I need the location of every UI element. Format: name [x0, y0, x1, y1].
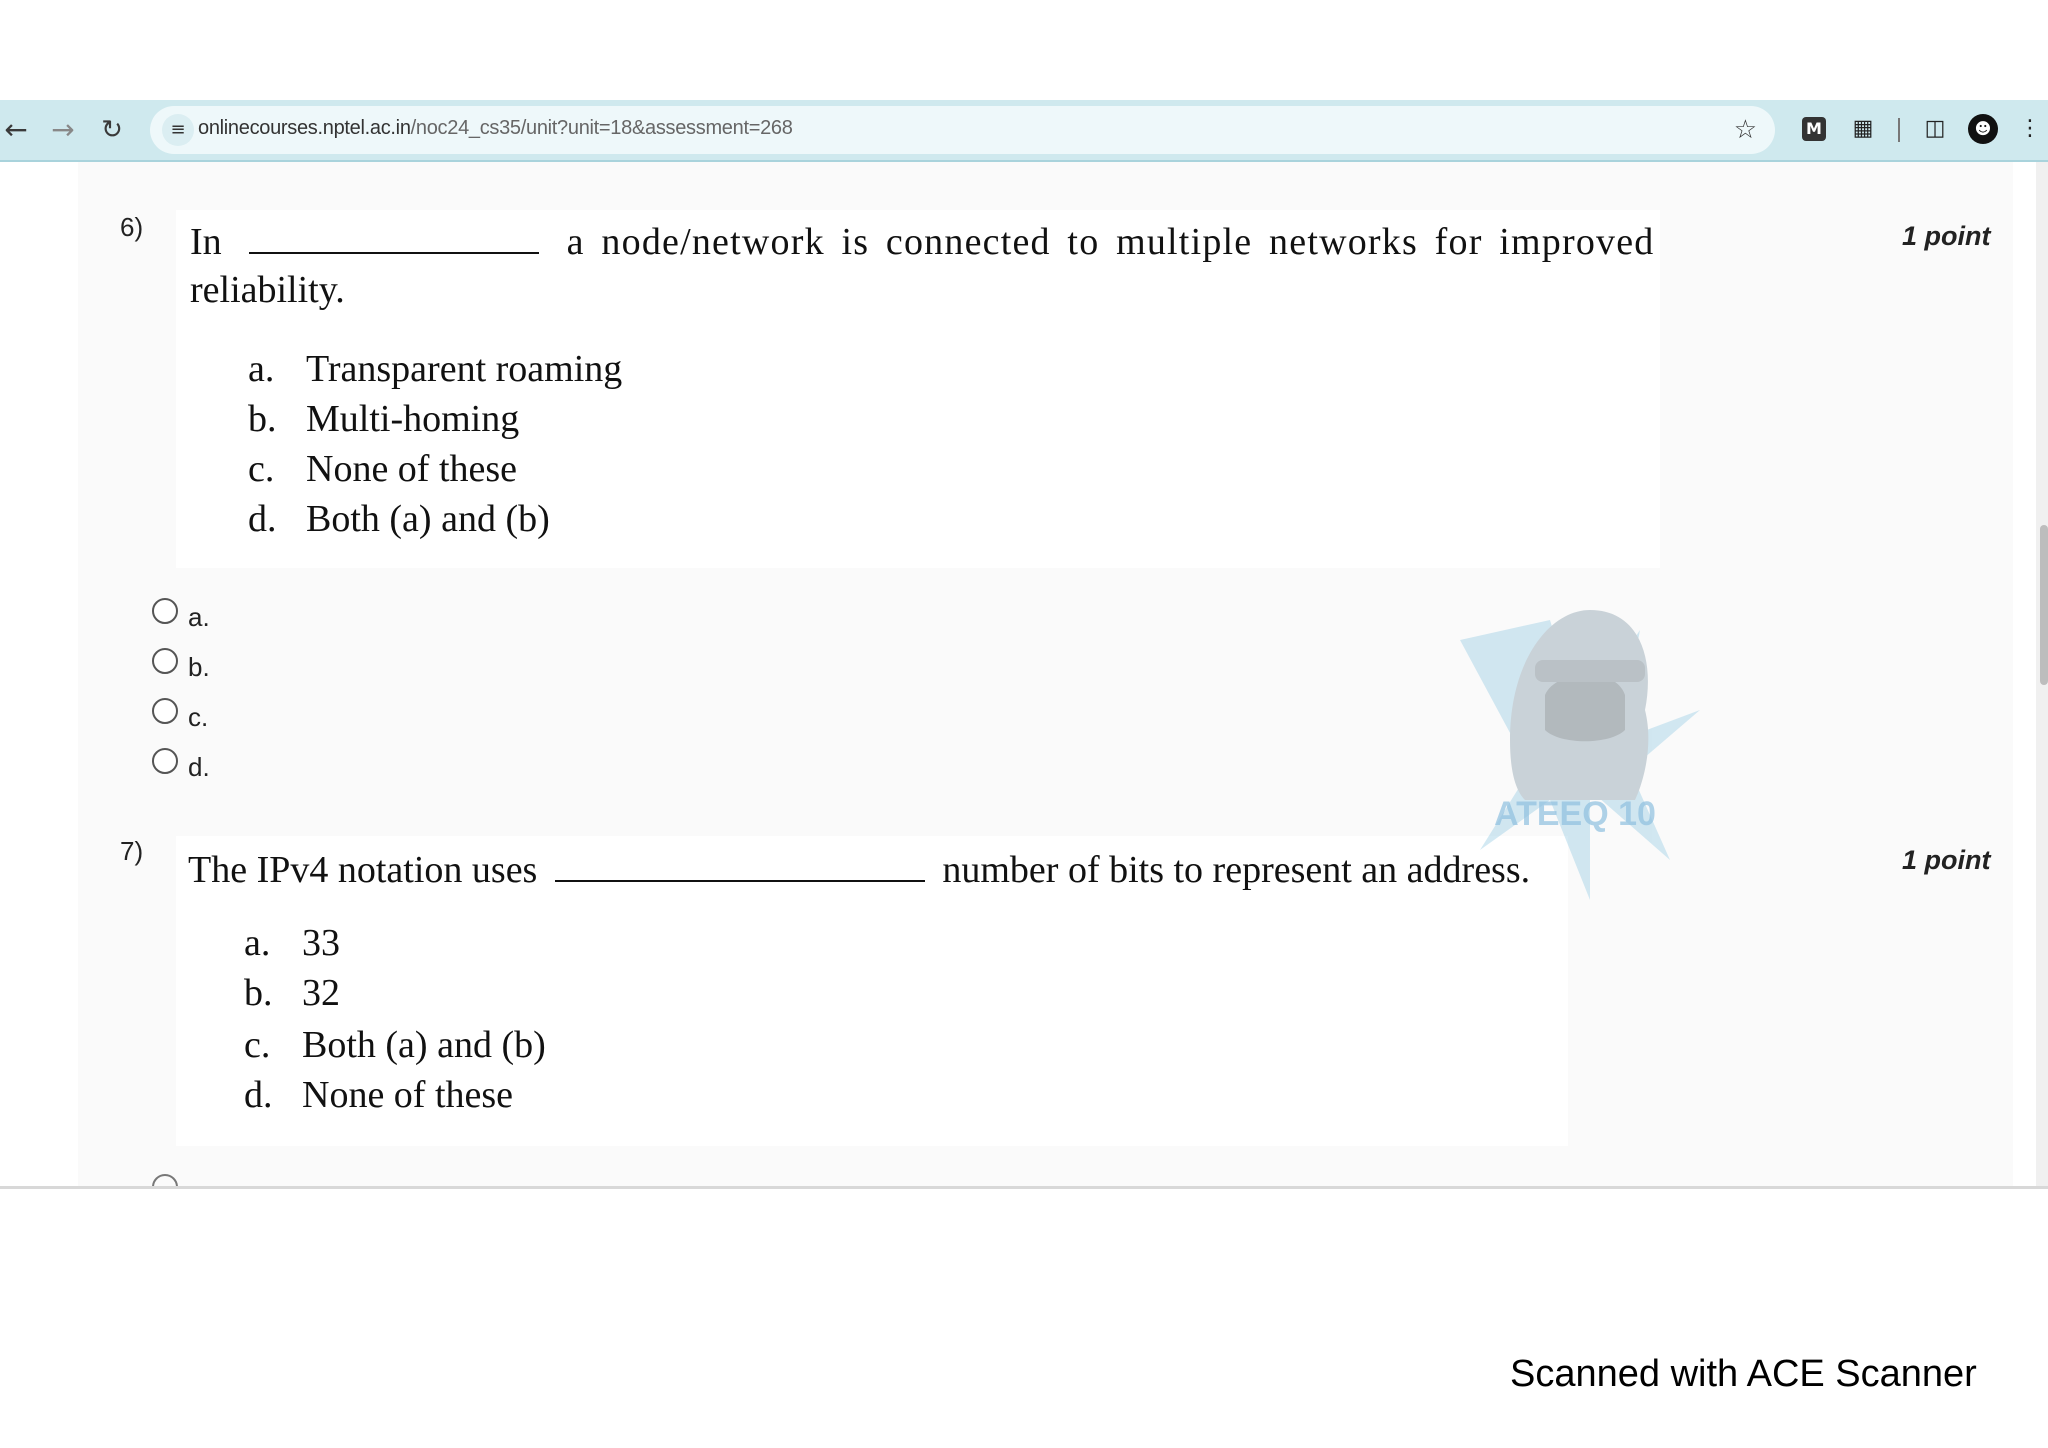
- question-number: 6): [120, 212, 144, 242]
- question-text-line2: reliability.: [190, 269, 345, 311]
- extension-m-icon[interactable]: M: [1802, 117, 1826, 141]
- answer-blank: [555, 848, 925, 882]
- question-text-end: a node/network is connected to multiple networks for improved: [566, 221, 1655, 263]
- radio-button[interactable]: [152, 1174, 178, 1186]
- option-a: a. 33: [244, 922, 340, 964]
- option-d: d. None of these: [244, 1074, 514, 1116]
- watermark-logo: [1440, 600, 1710, 900]
- reload-icon[interactable]: ↻: [101, 115, 123, 145]
- watermark-face-shape: [1545, 674, 1625, 741]
- radio-option-partial[interactable]: [152, 1174, 178, 1186]
- watermark-cap-shape: [1535, 660, 1645, 682]
- option-a: a. Transparent roaming: [248, 348, 623, 390]
- option-c: c. Both (a) and (b): [244, 1024, 546, 1066]
- question-image: [176, 210, 1660, 568]
- question-number: 7): [120, 836, 144, 866]
- extensions-puzzle-icon[interactable]: ▦: [1852, 116, 1874, 141]
- url-host: onlinecourses.nptel.ac.in: [198, 117, 411, 139]
- forward-arrow-icon[interactable]: →: [51, 113, 75, 146]
- toolbar-divider: [1898, 118, 1900, 142]
- question-text-line1: [190, 220, 1655, 264]
- sidebar-icon[interactable]: ◫: [1924, 116, 1946, 141]
- scanner-footer-text: Scanned with ACE Scanner: [1510, 1353, 1977, 1395]
- question-points: 1 point: [1902, 845, 1991, 875]
- address-bar[interactable]: [150, 106, 1775, 154]
- option-b: b. 32: [244, 972, 340, 1014]
- question-text-line1: [188, 848, 1530, 892]
- radio-button[interactable]: [152, 698, 178, 724]
- option-c: c. None of these: [248, 448, 518, 490]
- option-d: d. Both (a) and (b): [248, 498, 550, 540]
- question-image: [176, 836, 1568, 1146]
- watermark-text: ATEEQ 10: [1494, 795, 1656, 833]
- browser-toolbar: [0, 100, 2048, 162]
- url-text[interactable]: [198, 117, 793, 140]
- radio-button[interactable]: [152, 648, 178, 674]
- bookmark-star-icon[interactable]: ☆: [1733, 115, 1757, 145]
- back-arrow-icon[interactable]: ←: [4, 113, 28, 146]
- url-path: /noc24_cs35/unit?unit=18&assessment=268: [410, 117, 793, 139]
- screen-bottom-edge: [0, 1186, 2048, 1189]
- menu-dots-icon[interactable]: ⋮: [2019, 116, 2041, 141]
- option-b: b. Multi-homing: [248, 398, 520, 440]
- profile-avatar-icon[interactable]: ☻: [1968, 114, 1998, 144]
- question-text-start: The IPv4 notation uses: [188, 849, 538, 891]
- answer-blank: [249, 220, 539, 254]
- scrollbar-thumb[interactable]: [2040, 525, 2048, 685]
- question-text-end: number of bits to represent an address.: [942, 849, 1531, 891]
- question-text-start: In: [190, 221, 222, 263]
- question-points: 1 point: [1902, 221, 1991, 251]
- site-settings-icon[interactable]: ≡: [162, 114, 194, 146]
- radio-button[interactable]: [152, 598, 178, 624]
- radio-button[interactable]: [152, 748, 178, 774]
